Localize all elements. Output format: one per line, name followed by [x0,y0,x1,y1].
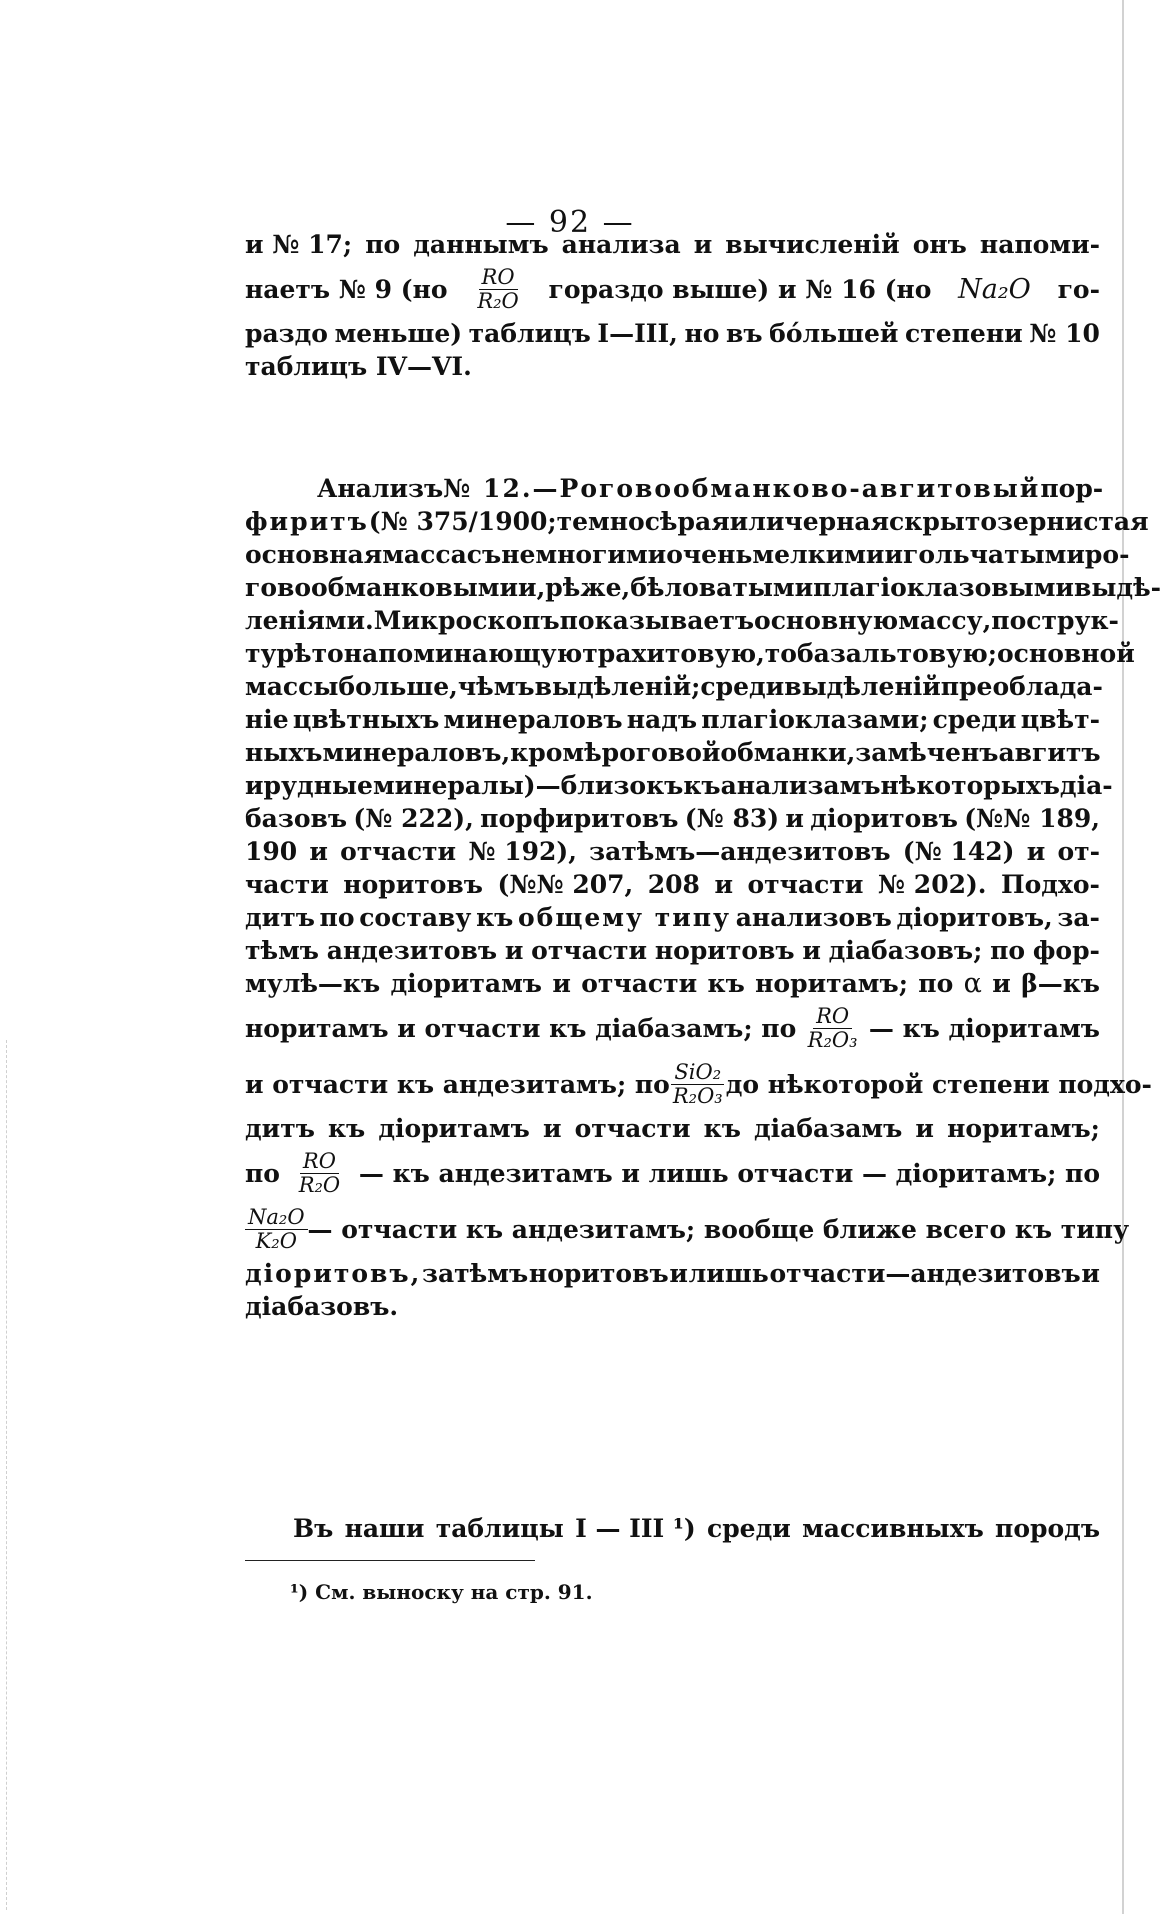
footnote: ¹) См. выноску на стр. 91. [290,1580,593,1604]
text-line: основная масса съ немногими очень мелкими игольчатыми ро- [245,540,1130,569]
text-line: леніями. Микроскопъ показываетъ основную массу, по струк- [245,606,1119,635]
text-line: тѣмъ андезитовъ и отчасти норитовъ и діабазовъ; по фор- [245,936,1100,965]
text-line: Въ наши таблицы I — III ¹) среди массивныхъ породъ [293,1514,1100,1543]
text-line: турѣ то напоминающую трахитовую, то базальтовую; основной [245,639,1135,668]
text-line: базовъ (№ 222), порфиритовъ (№ 83) и діоритовъ (№№ 189, [245,804,1100,833]
fraction-sio2-r2o3: $\frac{\text{SiO₂}}{\text{R₂O₃}}$ [672,1059,723,1108]
text-line: ныхъ минераловъ, кромѣ роговой обманки, замѣченъ авгитъ [245,738,1101,767]
text-line: и № 17; по даннымъ анализа и вычисленій онъ напоми- [245,230,1100,259]
text-line: и рудные минералы)—близокъ къ анализамъ нѣкоторыхъ діа- [245,771,1113,800]
text-line: говообманковыми и, рѣже, бѣловатыми плагіоклазовыми выдѣ- [245,573,1161,602]
text-line: и отчасти къ андезитамъ; по $\frac{\text{SiO₂}}{\text{R₂O₃}}$ до нѣкоторой степени подхо- [245,1059,1152,1108]
paragraph-3 [245,1512,1100,1545]
footnote-rule [245,1560,535,1561]
fraction-ro-r2o: $\frac{RO}{\text{R₂O}}$ [477,264,519,313]
fraction-na2o-k2o: $\frac{\text{Na₂O}}{\text{K₂O}}$ [245,1207,308,1252]
paragraph-2 [245,472,1161,1323]
text-line: наетъ № 9 (но $\frac{RO}{\text{R₂O}}$ гораздо выше) и № 16 (но Na₂O го- [245,264,1100,313]
page-edge-line [1122,0,1124,1914]
fraction-ro-r2o3: $\frac{RO}{\text{R₂O₃}}$ [807,1003,858,1052]
text-line: діоритовъ, затѣмъ норитовъ и лишь отчасти—андезитовъ и [245,1259,1100,1288]
text-line: части норитовъ (№№ 207, 208 и отчасти № 202). Подхо- [245,870,1100,899]
text-line: норитамъ и отчасти къ діабазамъ; по $\frac{RO}{\text{R₂O₃}}$ — къ діоритамъ [245,1003,1100,1052]
formula-na2o: Na₂O [958,273,1031,305]
text-line: діабазовъ. [245,1292,399,1321]
text-line: дитъ по составу къ общему типу анализовъ діоритовъ, за- [245,903,1100,932]
text-line: мулѣ—къ діоритамъ и отчасти къ норитамъ; по α и β—къ [245,968,1100,999]
text-line: дитъ къ діоритамъ и отчасти къ діабазамъ и норитамъ; [245,1114,1100,1143]
text-line: 190 и отчасти № 192), затѣмъ—андезитовъ (№ 142) и от- [245,837,1100,866]
paragraph-1 [245,228,1100,383]
page-number: — 92 — [505,205,635,240]
text-line: ніе цвѣтныхъ минераловъ надъ плагіоклазами; среди цвѣт- [245,705,1100,734]
text-line: раздо меньше) таблицъ I—III, но въ бо́льшей степени № 10 [245,319,1100,348]
scan-margin-line [6,1040,8,1910]
text-line: по $\frac{RO}{\text{R₂O}}$ — къ андезитамъ и лишь отчасти — діоритамъ; по [245,1148,1100,1197]
fraction-ro-r2o: $\frac{RO}{\text{R₂O}}$ [298,1148,341,1197]
text-line: фиритъ (№ 375/1900; темносѣрая или черная скрытозернистая [245,507,1149,536]
text-line: $\frac{\text{Na₂O}}{\text{K₂O}}$ — отчасти къ андезитамъ; вообще ближе всего къ типу [245,1201,1100,1257]
text-line: таблицъ IV—VI. [245,352,472,381]
text-line: Анализъ № 12.—Роговообманково-авгитовый пор- [317,474,1104,503]
text-line: массы больше, чѣмъ выдѣленій; среди выдѣленій преоблада- [245,672,1103,701]
